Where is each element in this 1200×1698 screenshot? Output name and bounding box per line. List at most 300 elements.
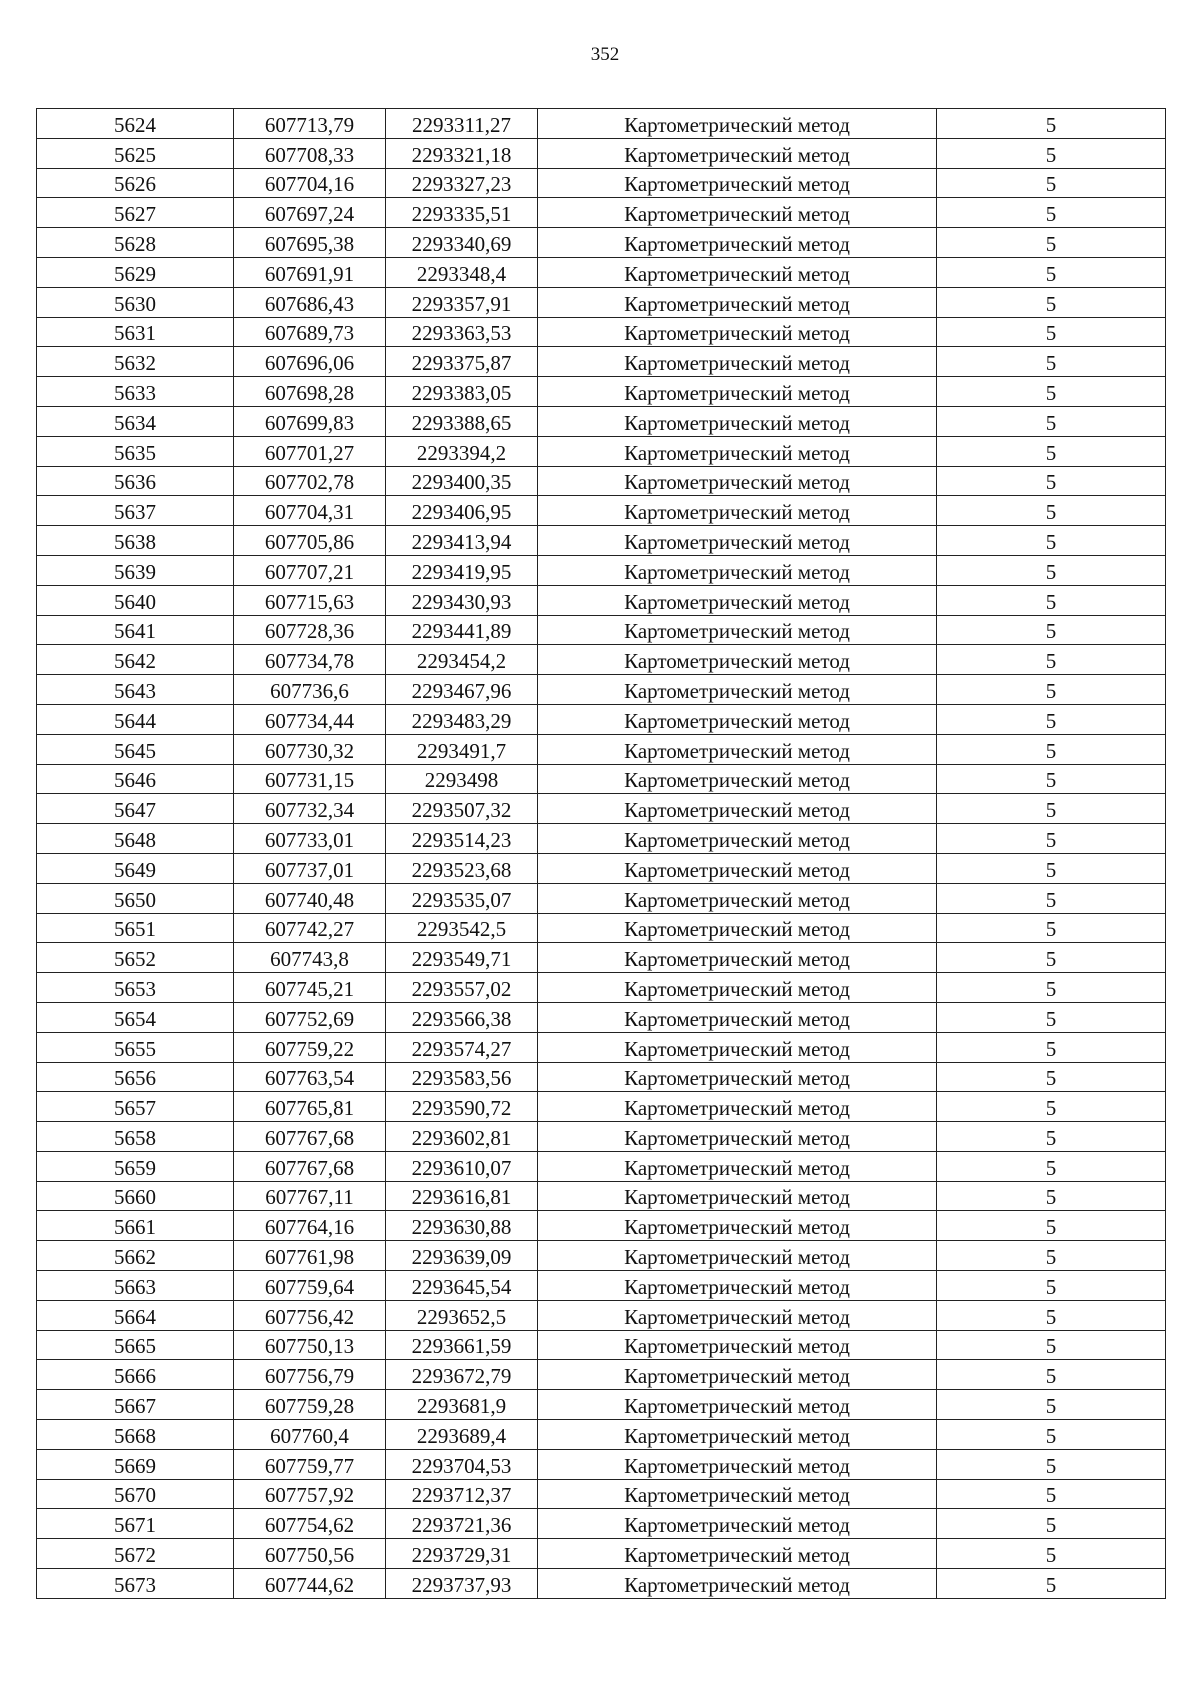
table-row [37,138,1166,168]
table-row [37,585,1166,615]
point-number-cell: 5626 [37,168,234,198]
point-number-cell: 5641 [37,615,234,645]
y-coordinate-cell: 2293400,35 [386,466,538,496]
accuracy-cell: 5 [937,794,1166,824]
point-number-cell: 5650 [37,883,234,913]
x-coordinate-cell: 607689,73 [234,317,386,347]
method-cell: Картометрический метод [538,377,937,407]
x-coordinate-cell: 607734,44 [234,704,386,734]
y-coordinate-cell: 2293557,02 [386,973,538,1003]
y-coordinate-cell: 2293652,5 [386,1300,538,1330]
accuracy-cell: 5 [937,1539,1166,1569]
table-row [37,406,1166,436]
point-number-cell: 5624 [37,109,234,139]
table-row [37,228,1166,258]
point-number-cell: 5642 [37,645,234,675]
accuracy-cell: 5 [937,168,1166,198]
point-number-cell: 5669 [37,1449,234,1479]
accuracy-cell: 5 [937,109,1166,139]
point-number-cell: 5633 [37,377,234,407]
x-coordinate-cell: 607737,01 [234,853,386,883]
method-cell: Картометрический метод [538,1241,937,1271]
table-row [37,1032,1166,1062]
y-coordinate-cell: 2293535,07 [386,883,538,913]
x-coordinate-cell: 607760,4 [234,1420,386,1450]
accuracy-cell: 5 [937,585,1166,615]
y-coordinate-cell: 2293566,38 [386,1002,538,1032]
x-coordinate-cell: 607695,38 [234,228,386,258]
y-coordinate-cell: 2293514,23 [386,824,538,854]
method-cell: Картометрический метод [538,1181,937,1211]
accuracy-cell: 5 [937,704,1166,734]
point-number-cell: 5643 [37,675,234,705]
method-cell: Картометрический метод [538,228,937,258]
accuracy-cell: 5 [937,257,1166,287]
point-number-cell: 5668 [37,1420,234,1450]
table-row [37,764,1166,794]
point-number-cell: 5639 [37,555,234,585]
y-coordinate-cell: 2293498 [386,764,538,794]
method-cell: Картометрический метод [538,1509,937,1539]
table-row [37,883,1166,913]
accuracy-cell: 5 [937,1390,1166,1420]
table-row [37,1330,1166,1360]
accuracy-cell: 5 [937,1032,1166,1062]
method-cell: Картометрический метод [538,168,937,198]
accuracy-cell: 5 [937,406,1166,436]
x-coordinate-cell: 607705,86 [234,526,386,556]
y-coordinate-cell: 2293689,4 [386,1420,538,1450]
x-coordinate-cell: 607765,81 [234,1092,386,1122]
x-coordinate-cell: 607697,24 [234,198,386,228]
method-cell: Картометрический метод [538,1360,937,1390]
x-coordinate-cell: 607736,6 [234,675,386,705]
y-coordinate-cell: 2293549,71 [386,943,538,973]
point-number-cell: 5644 [37,704,234,734]
y-coordinate-cell: 2293574,27 [386,1032,538,1062]
table-row [37,287,1166,317]
x-coordinate-cell: 607686,43 [234,287,386,317]
table-row [37,1509,1166,1539]
point-number-cell: 5636 [37,466,234,496]
table-row [37,1569,1166,1599]
x-coordinate-cell: 607750,56 [234,1539,386,1569]
table-row [37,1420,1166,1450]
method-cell: Картометрический метод [538,496,937,526]
accuracy-cell: 5 [937,1151,1166,1181]
point-number-cell: 5665 [37,1330,234,1360]
table-row [37,168,1166,198]
x-coordinate-cell: 607733,01 [234,824,386,854]
method-cell: Картометрический метод [538,526,937,556]
y-coordinate-cell: 2293454,2 [386,645,538,675]
accuracy-cell: 5 [937,675,1166,705]
table-body [37,109,1166,1599]
coordinates-table [36,108,1166,1599]
y-coordinate-cell: 2293507,32 [386,794,538,824]
accuracy-cell: 5 [937,1122,1166,1152]
method-cell: Картометрический метод [538,1569,937,1599]
point-number-cell: 5625 [37,138,234,168]
point-number-cell: 5628 [37,228,234,258]
method-cell: Картометрический метод [538,109,937,139]
table-row [37,555,1166,585]
y-coordinate-cell: 2293430,93 [386,585,538,615]
y-coordinate-cell: 2293340,69 [386,228,538,258]
x-coordinate-cell: 607767,11 [234,1181,386,1211]
table-row [37,1151,1166,1181]
table-row [37,1211,1166,1241]
table-row [37,1092,1166,1122]
accuracy-cell: 5 [937,1449,1166,1479]
accuracy-cell: 5 [937,1360,1166,1390]
point-number-cell: 5637 [37,496,234,526]
point-number-cell: 5657 [37,1092,234,1122]
x-coordinate-cell: 607742,27 [234,913,386,943]
y-coordinate-cell: 2293394,2 [386,436,538,466]
point-number-cell: 5667 [37,1390,234,1420]
accuracy-cell: 5 [937,466,1166,496]
point-number-cell: 5635 [37,436,234,466]
y-coordinate-cell: 2293388,65 [386,406,538,436]
accuracy-cell: 5 [937,734,1166,764]
accuracy-cell: 5 [937,1569,1166,1599]
table-row [37,1122,1166,1152]
x-coordinate-cell: 607754,62 [234,1509,386,1539]
table-row [37,1062,1166,1092]
x-coordinate-cell: 607745,21 [234,973,386,1003]
table-row [37,853,1166,883]
method-cell: Картометрический метод [538,675,937,705]
accuracy-cell: 5 [937,228,1166,258]
x-coordinate-cell: 607756,79 [234,1360,386,1390]
point-number-cell: 5647 [37,794,234,824]
point-number-cell: 5646 [37,764,234,794]
method-cell: Картометрический метод [538,1479,937,1509]
method-cell: Картометрический метод [538,645,937,675]
table-row [37,794,1166,824]
accuracy-cell: 5 [937,824,1166,854]
method-cell: Картометрический метод [538,615,937,645]
accuracy-cell: 5 [937,645,1166,675]
table-row [37,1449,1166,1479]
y-coordinate-cell: 2293419,95 [386,555,538,585]
y-coordinate-cell: 2293335,51 [386,198,538,228]
table-row [37,347,1166,377]
method-cell: Картометрический метод [538,257,937,287]
accuracy-cell: 5 [937,1181,1166,1211]
x-coordinate-cell: 607713,79 [234,109,386,139]
point-number-cell: 5658 [37,1122,234,1152]
point-number-cell: 5632 [37,347,234,377]
table-row [37,466,1166,496]
x-coordinate-cell: 607740,48 [234,883,386,913]
accuracy-cell: 5 [937,1509,1166,1539]
point-number-cell: 5660 [37,1181,234,1211]
method-cell: Картометрический метод [538,1151,937,1181]
y-coordinate-cell: 2293327,23 [386,168,538,198]
y-coordinate-cell: 2293721,36 [386,1509,538,1539]
table-row [37,943,1166,973]
point-number-cell: 5648 [37,824,234,854]
x-coordinate-cell: 607704,31 [234,496,386,526]
method-cell: Картометрический метод [538,406,937,436]
x-coordinate-cell: 607756,42 [234,1300,386,1330]
method-cell: Картометрический метод [538,347,937,377]
table-row [37,1271,1166,1301]
table-row [37,198,1166,228]
y-coordinate-cell: 2293672,79 [386,1360,538,1390]
table-row [37,824,1166,854]
table-row [37,645,1166,675]
x-coordinate-cell: 607759,22 [234,1032,386,1062]
y-coordinate-cell: 2293639,09 [386,1241,538,1271]
method-cell: Картометрический метод [538,1300,937,1330]
accuracy-cell: 5 [937,496,1166,526]
y-coordinate-cell: 2293737,93 [386,1569,538,1599]
table-row [37,257,1166,287]
point-number-cell: 5629 [37,257,234,287]
x-coordinate-cell: 607728,36 [234,615,386,645]
y-coordinate-cell: 2293645,54 [386,1271,538,1301]
x-coordinate-cell: 607730,32 [234,734,386,764]
x-coordinate-cell: 607696,06 [234,347,386,377]
accuracy-cell: 5 [937,1002,1166,1032]
method-cell: Картометрический метод [538,1002,937,1032]
x-coordinate-cell: 607715,63 [234,585,386,615]
method-cell: Картометрический метод [538,1062,937,1092]
y-coordinate-cell: 2293602,81 [386,1122,538,1152]
x-coordinate-cell: 607761,98 [234,1241,386,1271]
y-coordinate-cell: 2293375,87 [386,347,538,377]
accuracy-cell: 5 [937,1211,1166,1241]
method-cell: Картометрический метод [538,704,937,734]
y-coordinate-cell: 2293681,9 [386,1390,538,1420]
point-number-cell: 5645 [37,734,234,764]
point-number-cell: 5659 [37,1151,234,1181]
method-cell: Картометрический метод [538,1449,937,1479]
table-row [37,317,1166,347]
method-cell: Картометрический метод [538,1330,937,1360]
method-cell: Картометрический метод [538,466,937,496]
accuracy-cell: 5 [937,913,1166,943]
method-cell: Картометрический метод [538,555,937,585]
accuracy-cell: 5 [937,1479,1166,1509]
table-row [37,1390,1166,1420]
x-coordinate-cell: 607764,16 [234,1211,386,1241]
y-coordinate-cell: 2293348,4 [386,257,538,287]
method-cell: Картометрический метод [538,1390,937,1420]
point-number-cell: 5640 [37,585,234,615]
accuracy-cell: 5 [937,764,1166,794]
y-coordinate-cell: 2293583,56 [386,1062,538,1092]
method-cell: Картометрический метод [538,287,937,317]
point-number-cell: 5670 [37,1479,234,1509]
y-coordinate-cell: 2293467,96 [386,675,538,705]
table-row [37,1300,1166,1330]
table-row [37,913,1166,943]
x-coordinate-cell: 607750,13 [234,1330,386,1360]
y-coordinate-cell: 2293406,95 [386,496,538,526]
table-row [37,675,1166,705]
x-coordinate-cell: 607759,77 [234,1449,386,1479]
accuracy-cell: 5 [937,943,1166,973]
accuracy-cell: 5 [937,1092,1166,1122]
x-coordinate-cell: 607702,78 [234,466,386,496]
y-coordinate-cell: 2293413,94 [386,526,538,556]
accuracy-cell: 5 [937,317,1166,347]
accuracy-cell: 5 [937,198,1166,228]
point-number-cell: 5673 [37,1569,234,1599]
method-cell: Картометрический метод [538,973,937,1003]
y-coordinate-cell: 2293542,5 [386,913,538,943]
table-row [37,1539,1166,1569]
point-number-cell: 5651 [37,913,234,943]
y-coordinate-cell: 2293357,91 [386,287,538,317]
x-coordinate-cell: 607731,15 [234,764,386,794]
x-coordinate-cell: 607767,68 [234,1122,386,1152]
table-row [37,1479,1166,1509]
y-coordinate-cell: 2293523,68 [386,853,538,883]
x-coordinate-cell: 607763,54 [234,1062,386,1092]
accuracy-cell: 5 [937,1241,1166,1271]
x-coordinate-cell: 607767,68 [234,1151,386,1181]
method-cell: Картометрический метод [538,585,937,615]
accuracy-cell: 5 [937,1420,1166,1450]
point-number-cell: 5630 [37,287,234,317]
accuracy-cell: 5 [937,615,1166,645]
x-coordinate-cell: 607743,8 [234,943,386,973]
table-row [37,109,1166,139]
table-row [37,704,1166,734]
method-cell: Картометрический метод [538,1539,937,1569]
x-coordinate-cell: 607698,28 [234,377,386,407]
table-row [37,377,1166,407]
x-coordinate-cell: 607732,34 [234,794,386,824]
x-coordinate-cell: 607707,21 [234,555,386,585]
point-number-cell: 5634 [37,406,234,436]
accuracy-cell: 5 [937,1062,1166,1092]
x-coordinate-cell: 607759,64 [234,1271,386,1301]
y-coordinate-cell: 2293491,7 [386,734,538,764]
y-coordinate-cell: 2293590,72 [386,1092,538,1122]
accuracy-cell: 5 [937,973,1166,1003]
y-coordinate-cell: 2293616,81 [386,1181,538,1211]
table-row [37,1002,1166,1032]
accuracy-cell: 5 [937,853,1166,883]
y-coordinate-cell: 2293483,29 [386,704,538,734]
method-cell: Картометрический метод [538,883,937,913]
table-row [37,615,1166,645]
accuracy-cell: 5 [937,526,1166,556]
point-number-cell: 5653 [37,973,234,1003]
table-row [37,496,1166,526]
y-coordinate-cell: 2293363,53 [386,317,538,347]
method-cell: Картометрический метод [538,824,937,854]
point-number-cell: 5666 [37,1360,234,1390]
point-number-cell: 5671 [37,1509,234,1539]
accuracy-cell: 5 [937,555,1166,585]
y-coordinate-cell: 2293610,07 [386,1151,538,1181]
method-cell: Картометрический метод [538,317,937,347]
accuracy-cell: 5 [937,436,1166,466]
accuracy-cell: 5 [937,1300,1166,1330]
method-cell: Картометрический метод [538,138,937,168]
x-coordinate-cell: 607704,16 [234,168,386,198]
table-row [37,526,1166,556]
y-coordinate-cell: 2293321,18 [386,138,538,168]
method-cell: Картометрический метод [538,1211,937,1241]
point-number-cell: 5655 [37,1032,234,1062]
point-number-cell: 5661 [37,1211,234,1241]
method-cell: Картометрический метод [538,436,937,466]
point-number-cell: 5631 [37,317,234,347]
x-coordinate-cell: 607701,27 [234,436,386,466]
table-row [37,1181,1166,1211]
point-number-cell: 5649 [37,853,234,883]
accuracy-cell: 5 [937,347,1166,377]
y-coordinate-cell: 2293311,27 [386,109,538,139]
point-number-cell: 5664 [37,1300,234,1330]
method-cell: Картометрический метод [538,943,937,973]
point-number-cell: 5627 [37,198,234,228]
x-coordinate-cell: 607744,62 [234,1569,386,1599]
accuracy-cell: 5 [937,377,1166,407]
method-cell: Картометрический метод [538,734,937,764]
y-coordinate-cell: 2293383,05 [386,377,538,407]
x-coordinate-cell: 607699,83 [234,406,386,436]
x-coordinate-cell: 607734,78 [234,645,386,675]
method-cell: Картометрический метод [538,1032,937,1062]
method-cell: Картометрический метод [538,853,937,883]
point-number-cell: 5654 [37,1002,234,1032]
point-number-cell: 5663 [37,1271,234,1301]
y-coordinate-cell: 2293630,88 [386,1211,538,1241]
table-row [37,734,1166,764]
method-cell: Картометрический метод [538,764,937,794]
x-coordinate-cell: 607691,91 [234,257,386,287]
x-coordinate-cell: 607757,92 [234,1479,386,1509]
y-coordinate-cell: 2293661,59 [386,1330,538,1360]
page-number: 352 [590,44,620,65]
method-cell: Картометрический метод [538,1122,937,1152]
method-cell: Картометрический метод [538,913,937,943]
accuracy-cell: 5 [937,883,1166,913]
method-cell: Картометрический метод [538,1420,937,1450]
accuracy-cell: 5 [937,1330,1166,1360]
y-coordinate-cell: 2293704,53 [386,1449,538,1479]
y-coordinate-cell: 2293712,37 [386,1479,538,1509]
point-number-cell: 5656 [37,1062,234,1092]
table-row [37,1241,1166,1271]
accuracy-cell: 5 [937,1271,1166,1301]
x-coordinate-cell: 607708,33 [234,138,386,168]
table-row [37,436,1166,466]
accuracy-cell: 5 [937,287,1166,317]
method-cell: Картометрический метод [538,794,937,824]
accuracy-cell: 5 [937,138,1166,168]
point-number-cell: 5662 [37,1241,234,1271]
table-row [37,973,1166,1003]
x-coordinate-cell: 607759,28 [234,1390,386,1420]
method-cell: Картометрический метод [538,1271,937,1301]
point-number-cell: 5652 [37,943,234,973]
y-coordinate-cell: 2293729,31 [386,1539,538,1569]
y-coordinate-cell: 2293441,89 [386,615,538,645]
method-cell: Картометрический метод [538,1092,937,1122]
table-row [37,1360,1166,1390]
x-coordinate-cell: 607752,69 [234,1002,386,1032]
